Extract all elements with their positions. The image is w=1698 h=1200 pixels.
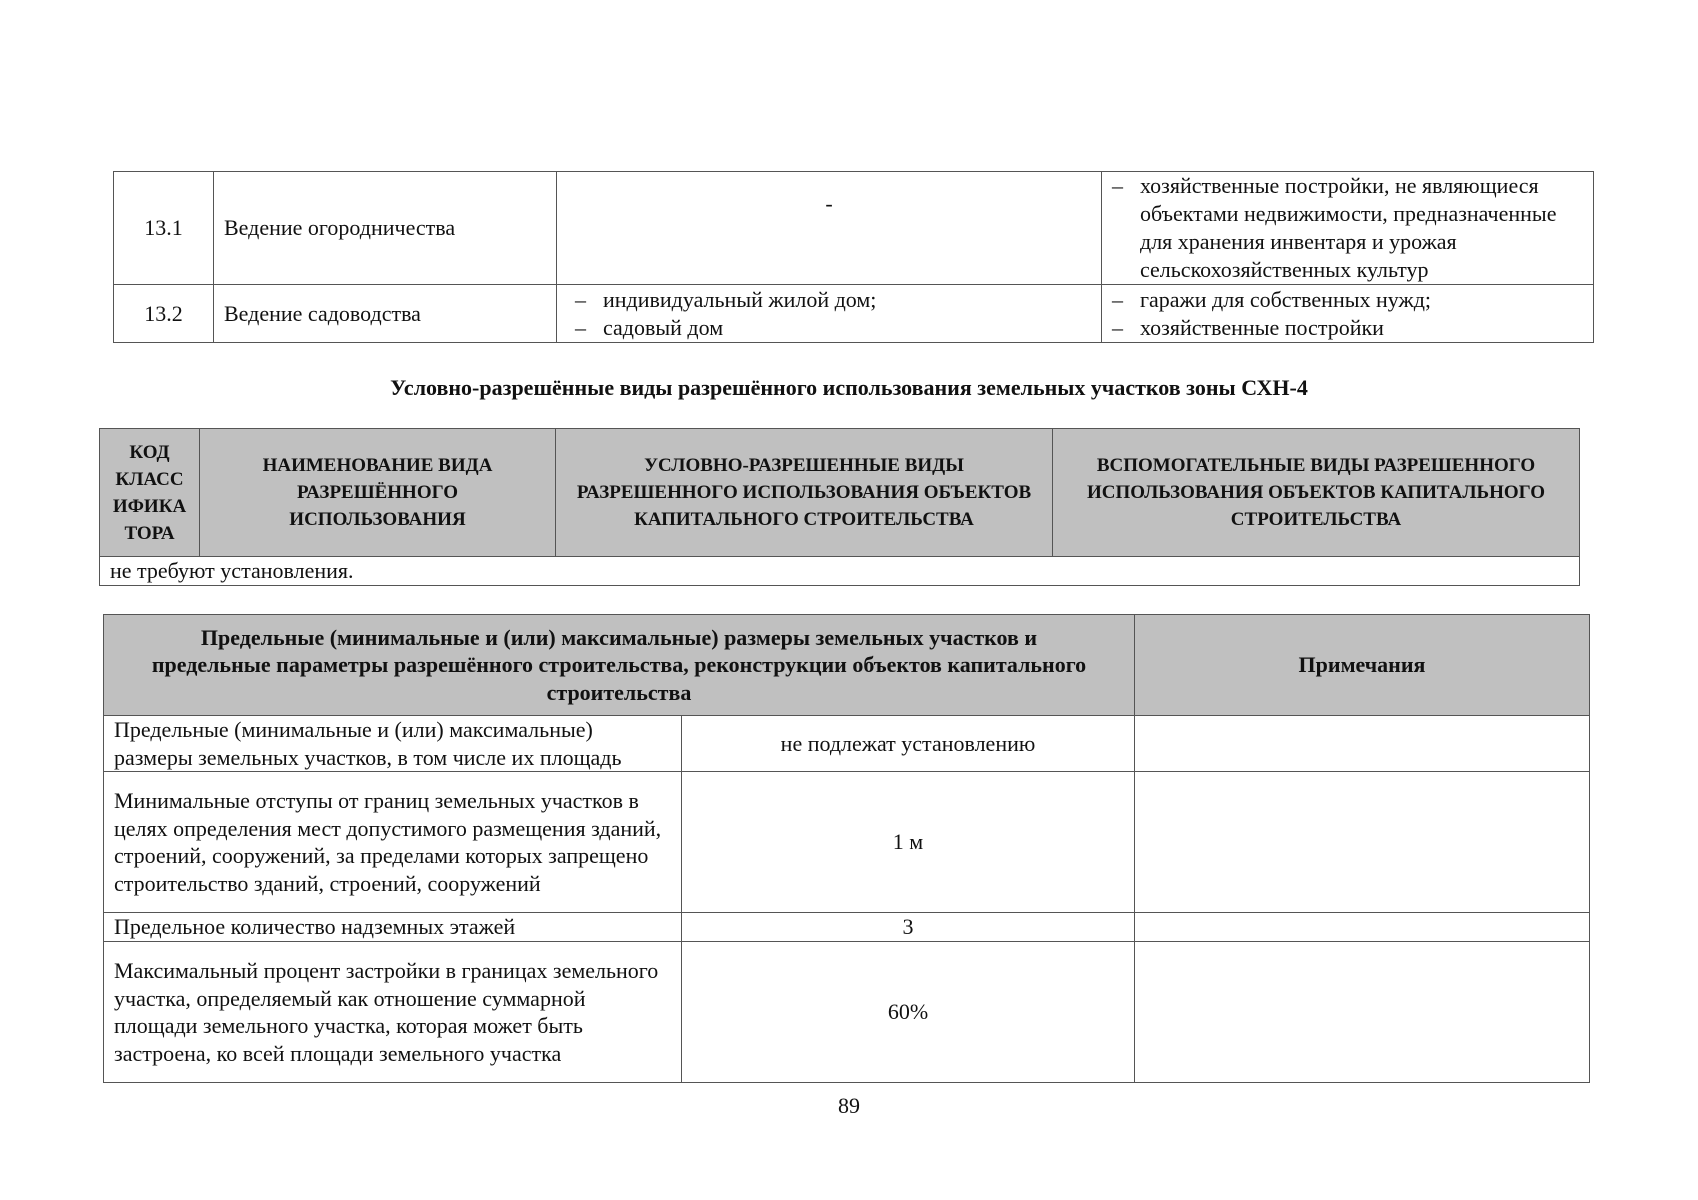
auxiliary-uses-cell — [1102, 172, 1594, 285]
column-header-parameters: Предельные (минимальные и (или) максимальные) размеры земельных участков и предельные параметры разрешённого строительства, реконструкции объектов капитального строительства — [104, 615, 1135, 716]
column-header-name: НАИМЕНОВАНИЕ ВИДА РАЗРЕШЁННОГО ИСПОЛЬЗОВАНИЯ — [200, 429, 556, 557]
column-header-code: КОД КЛАСС ИФИКА ТОРА — [100, 429, 200, 557]
parameters-table — [103, 614, 1590, 1083]
conditional-uses-cell: - — [557, 172, 1102, 285]
allowed-uses-table — [113, 171, 1594, 343]
table-row — [104, 913, 1590, 942]
conditional-list — [575, 286, 1091, 342]
list-item: – гаражи для собственных нужд; — [1112, 286, 1583, 314]
list-item: – хозяйственные постройки, не являющиеся объектами недвижимости, предназначенные для хранения инвентаря и урожая сельскохозяйственных культур — [1112, 172, 1583, 284]
code-cell: 13.2 — [114, 285, 214, 343]
auxiliary-list — [1112, 172, 1583, 284]
table-row — [104, 942, 1590, 1083]
notes-cell — [1135, 772, 1590, 913]
value-cell: 3 — [682, 913, 1135, 942]
table-header-row — [104, 615, 1590, 716]
table-row — [100, 557, 1580, 586]
auxiliary-uses-cell — [1102, 285, 1594, 343]
note-cell: не требуют установления. — [100, 557, 1580, 586]
use-name-cell: Ведение огородничества — [214, 172, 557, 285]
table-row — [104, 716, 1590, 772]
parameter-cell: Минимальные отступы от границ земельных участков в целях определения мест допустимого размещения зданий, строений, сооружений, за пределами которых запрещено строительство зданий, строений, сооружений — [104, 772, 682, 913]
list-item: – садовый дом — [575, 314, 1091, 342]
table-row — [114, 172, 1594, 285]
column-header-conditional: УСЛОВНО-РАЗРЕШЕННЫЕ ВИДЫ РАЗРЕШЕННОГО ИСПОЛЬЗОВАНИЯ ОБЪЕКТОВ КАПИТАЛЬНОГО СТРОИТЕЛЬСТВА — [556, 429, 1053, 557]
column-header-notes: Примечания — [1135, 615, 1590, 716]
use-name-cell: Ведение садоводства — [214, 285, 557, 343]
parameter-cell: Предельное количество надземных этажей — [104, 913, 682, 942]
value-cell: 60% — [682, 942, 1135, 1083]
value-cell: 1 м — [682, 772, 1135, 913]
page-number: 89 — [838, 1093, 860, 1118]
conditional-uses-table — [99, 428, 1580, 586]
conditional-uses-cell — [557, 285, 1102, 343]
table-row — [104, 772, 1590, 913]
code-cell: 13.1 — [114, 172, 214, 285]
parameter-cell: Максимальный процент застройки в границах земельного участка, определяемый как отношение суммарной площади земельного участка, которая может быть застроена, ко всей площади земельного участка — [104, 942, 682, 1083]
auxiliary-list — [1112, 286, 1583, 342]
section-heading: Условно-разрешённые виды разрешённого использования земельных участков зоны СХН-4 — [390, 375, 1308, 400]
table-row — [114, 285, 1594, 343]
column-header-auxiliary: ВСПОМОГАТЕЛЬНЫЕ ВИДЫ РАЗРЕШЕННОГО ИСПОЛЬЗОВАНИЯ ОБЪЕКТОВ КАПИТАЛЬНОГО СТРОИТЕЛЬСТВА — [1053, 429, 1580, 557]
list-item: – индивидуальный жилой дом; — [575, 286, 1091, 314]
notes-cell — [1135, 716, 1590, 772]
value-cell: не подлежат установлению — [682, 716, 1135, 772]
table-header-row — [100, 429, 1580, 557]
notes-cell — [1135, 913, 1590, 942]
parameter-cell: Предельные (минимальные и (или) максимальные) размеры земельных участков, в том числе их площадь — [104, 716, 682, 772]
notes-cell — [1135, 942, 1590, 1083]
list-item: – хозяйственные постройки — [1112, 314, 1583, 342]
